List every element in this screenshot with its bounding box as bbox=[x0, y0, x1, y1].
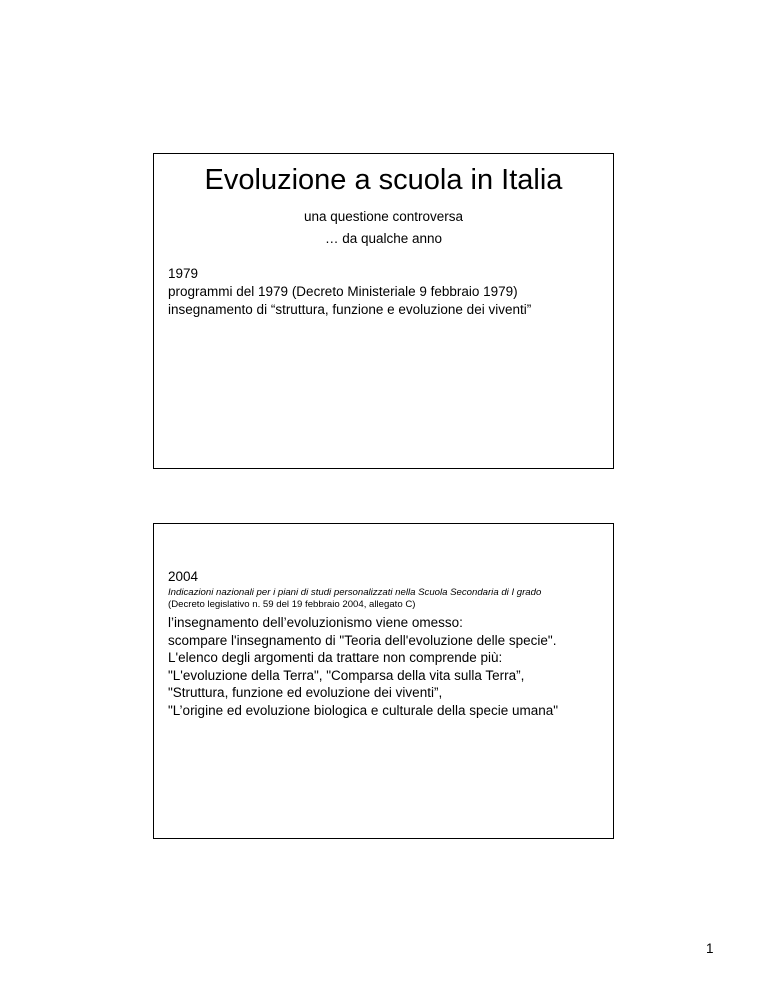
decree-reference: (Decreto legislativo n. 59 del 19 febbraio 2004, allegato C) bbox=[168, 599, 416, 610]
slide-1 bbox=[153, 153, 614, 469]
slide-subtitle-line-2: … da qualche anno bbox=[324, 231, 443, 246]
body-line-1: l’insegnamento dell’evoluzionismo viene omesso: bbox=[168, 615, 463, 630]
slide-subtitle-line-1: una questione controversa bbox=[303, 209, 464, 224]
slide-body bbox=[168, 265, 531, 319]
slide-2 bbox=[153, 523, 614, 839]
slide-body bbox=[168, 569, 558, 719]
body-line-3: L'elenco degli argomenti da trattare non comprende più: bbox=[168, 650, 503, 665]
slide-title: Evoluzione a scuola in Italia bbox=[204, 164, 563, 196]
body-line-1: programmi del 1979 (Decreto Ministeriale 9 febbraio 1979) bbox=[168, 284, 518, 299]
page-number: 1 bbox=[706, 941, 714, 956]
body-line-2: scompare l'insegnamento di "Teoria dell'evoluzione delle specie". bbox=[168, 632, 557, 648]
body-line-6: "L’origine ed evoluzione biologica e culturale della specie umana" bbox=[168, 702, 559, 718]
italic-source-line: Indicazioni nazionali per i piani di studi personalizzati nella Scuola Secondaria di I grado bbox=[168, 587, 542, 598]
body-line-5: "Struttura, funzione ed evoluzione dei viventi”, bbox=[168, 685, 443, 700]
year-heading: 1979 bbox=[168, 266, 199, 281]
body-line-2: insegnamento di “struttura, funzione e evoluzione dei viventi” bbox=[168, 302, 532, 317]
body-line-4: "L'evoluzione della Terra", "Comparsa della vita sulla Terra”, bbox=[168, 667, 525, 683]
year-heading: 2004 bbox=[168, 569, 199, 584]
